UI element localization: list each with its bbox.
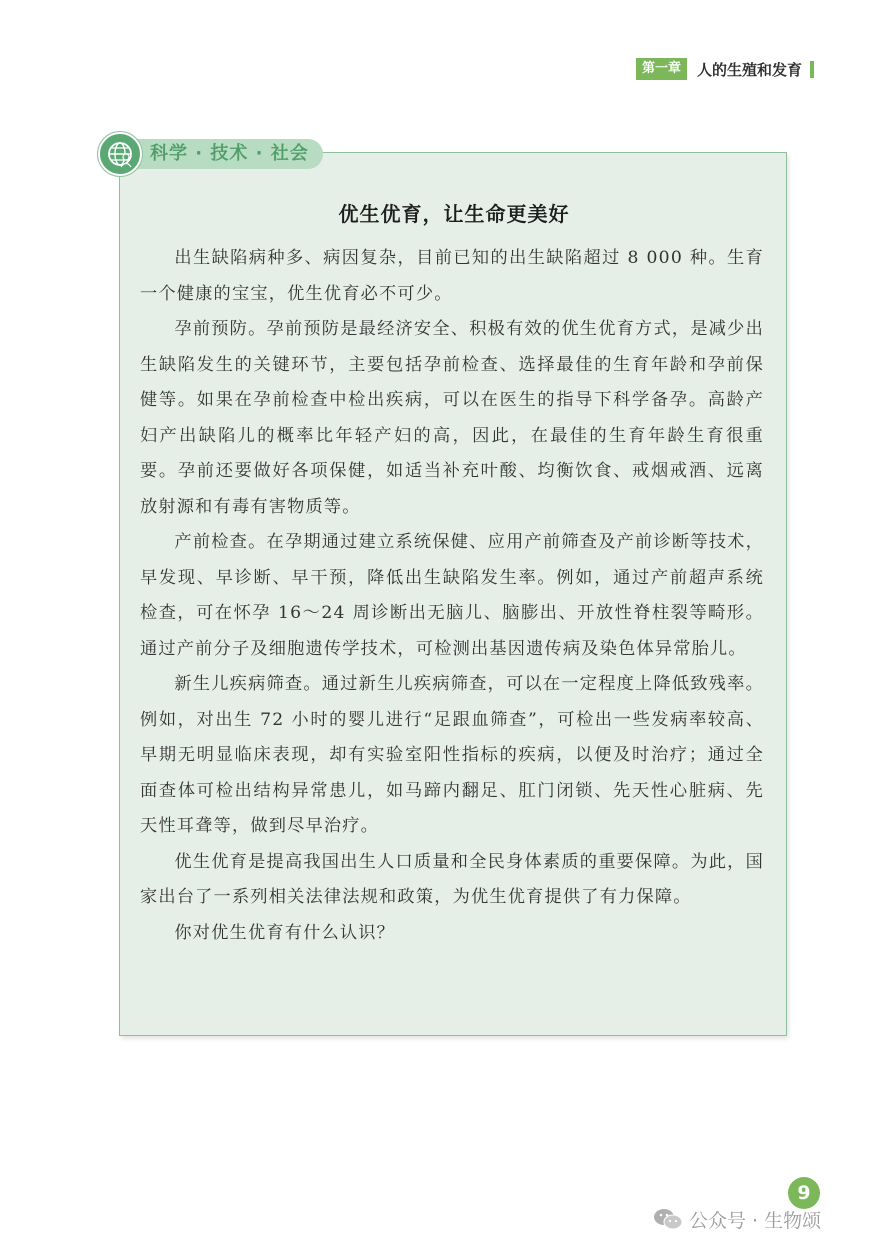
paragraph-prenatal: 产前检查。在孕期通过建立系统保健、应用产前筛查及产前诊断等技术，早发现、早诊断、早干预，降低出生缺陷发生率。例如，通过产前超声系统检查，可在怀孕 16～24 周诊断出无脑儿、脑膨出、开放性脊柱裂等畸形。通过产前分子及细胞遗传学技术，可检测出基因遗传病及染色体异常胎儿。 — [140, 532, 764, 659]
page-number: 9 — [788, 1177, 820, 1209]
sts-sidebar-box — [119, 152, 787, 1036]
paragraph-prepregnancy: 孕前预防。孕前预防是最经济安全、积极有效的优生优育方式，是减少出生缺陷发生的关键环节，主要包括孕前检查、选择最佳的生育年龄和孕前保健等。如果在孕前检查中检出疾病，可以在医生的指导下科学备孕。高龄产妇产出缺陷儿的概率比年轻产妇的高，因此，在最佳的生育年龄生育很重要。孕前还要做好各项保健，如适当补充叶酸、均衡饮食、戒烟戒酒、远离放射源和有毒有害物质等。 — [140, 319, 764, 517]
article-body — [140, 241, 764, 951]
watermark-text: 公众号 · 生物颂 — [689, 1209, 822, 1232]
running-header — [636, 58, 814, 80]
paragraph-newborn: 新生儿疾病筛查。通过新生儿疾病筛查，可以在一定程度上降低致残率。例如，对出生 72 小时的婴儿进行“足跟血筛查”，可检出一些发病率较高、早期无明显临床表现，却有实验室阳性指标的疾病，以便及时治疗；通过全面查体可检出结构异常患儿，如马蹄内翻足、肛门闭锁、先天性心脏病、先天性耳聋等，做到尽早治疗。 — [140, 674, 764, 836]
header-accent-bar — [810, 61, 814, 78]
chapter-tag: 第一章 — [636, 58, 687, 80]
globe-people-icon — [98, 132, 142, 176]
section-badge — [98, 133, 323, 175]
article-title: 优生优育，让生命更美好 — [338, 202, 570, 226]
paragraph-question: 你对优生优育有什么认识？ — [174, 922, 396, 943]
section-badge-label: 科学 · 技术 · 社会 — [134, 139, 323, 169]
watermark — [653, 1205, 821, 1233]
paragraph-intro: 出生缺陷病种多、病因复杂，目前已知的出生缺陷超过 8 000 种。生育一个健康的宝宝，优生优育必不可少。 — [140, 248, 764, 304]
wechat-icon — [653, 1207, 683, 1231]
paragraph-policy: 优生优育是提高我国出生人口质量和全民身体素质的重要保障。为此，国家出台了一系列相关法律法规和政策，为优生优育提供了有力保障。 — [140, 851, 764, 907]
chapter-title: 人的生殖和发育 — [697, 60, 803, 79]
